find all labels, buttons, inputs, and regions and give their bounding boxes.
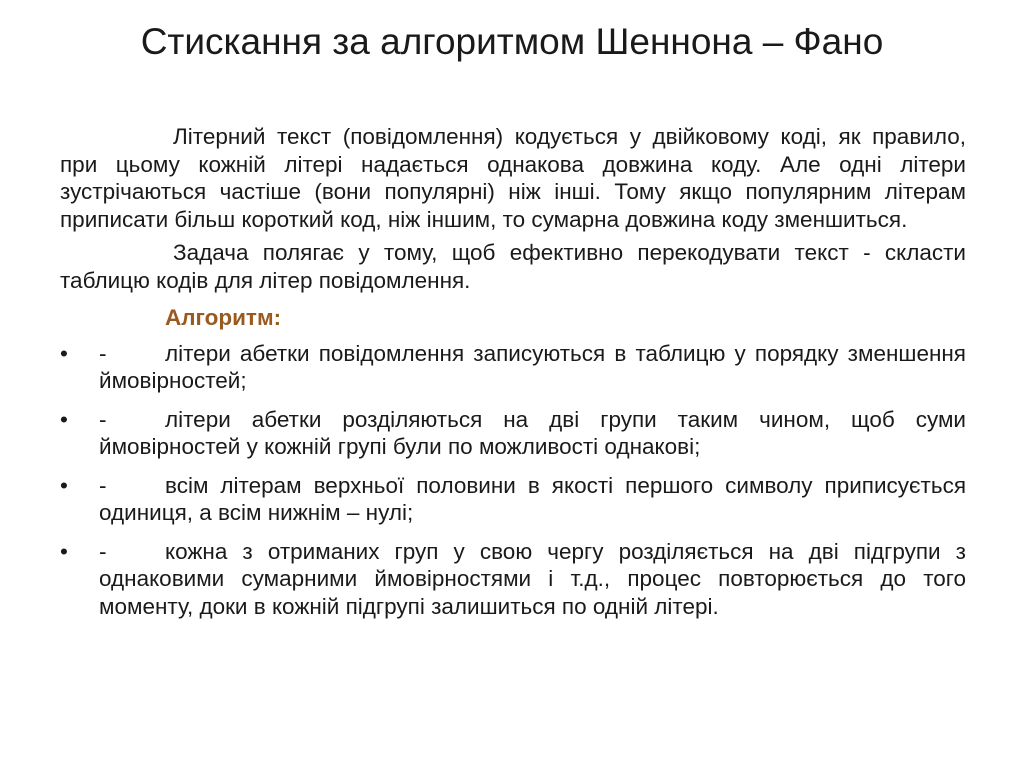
slide-title: Стискання за алгоритмом Шеннона – Фано bbox=[140, 21, 884, 62]
algorithm-step bbox=[60, 472, 966, 527]
task-paragraph: Задача полягає у тому, щоб ефективно перекодувати текст - скласти таблицю кодів для літер повідомлення. bbox=[60, 240, 966, 293]
step-text: літери абетки розділяються на дві групи таким чином, щоб суми ймовірностей у кожній групі були по можливості однакові; bbox=[99, 406, 966, 459]
step-dash: - bbox=[99, 472, 107, 498]
step-dash: - bbox=[99, 406, 107, 432]
bullet-icon: • bbox=[60, 406, 68, 432]
algorithm-step bbox=[60, 406, 966, 461]
algorithm-heading: Алгоритм: bbox=[165, 305, 282, 330]
algorithm-step bbox=[60, 340, 966, 395]
step-dash: - bbox=[99, 340, 107, 366]
algorithm-steps-list bbox=[60, 340, 966, 621]
step-text: кожна з отриманих груп у свою чергу розділяється на дві підгрупи з однаковими сумарними ймовірностями і т.д., процес повторюється до того моменту, доки в кожній підгрупі залишиться по одній літері. bbox=[99, 538, 966, 619]
bullet-icon: • bbox=[60, 340, 68, 366]
bullet-icon: • bbox=[60, 538, 68, 564]
intro-paragraph: Літерний текст (повідомлення) кодується у двійковому коді, як правило, при цьому кожній літері надається однакова довжина коду. Але одні літери зустрічаються частіше (вони популярні) ніж інші. Тому якщо популярним літерам приписати більш короткий код, ніж іншим, то сумарна довжина коду зменшиться. bbox=[60, 124, 966, 232]
slide-content bbox=[60, 123, 966, 631]
step-dash: - bbox=[99, 538, 107, 564]
step-text: літери абетки повідомлення записуються в таблицю у порядку зменшення ймовірностей; bbox=[99, 340, 966, 393]
step-text: всім літерам верхньої половини в якості першого символу приписується одиниця, а всім нижнім – нулі; bbox=[99, 472, 966, 525]
algorithm-step bbox=[60, 538, 966, 621]
bullet-icon: • bbox=[60, 472, 68, 498]
